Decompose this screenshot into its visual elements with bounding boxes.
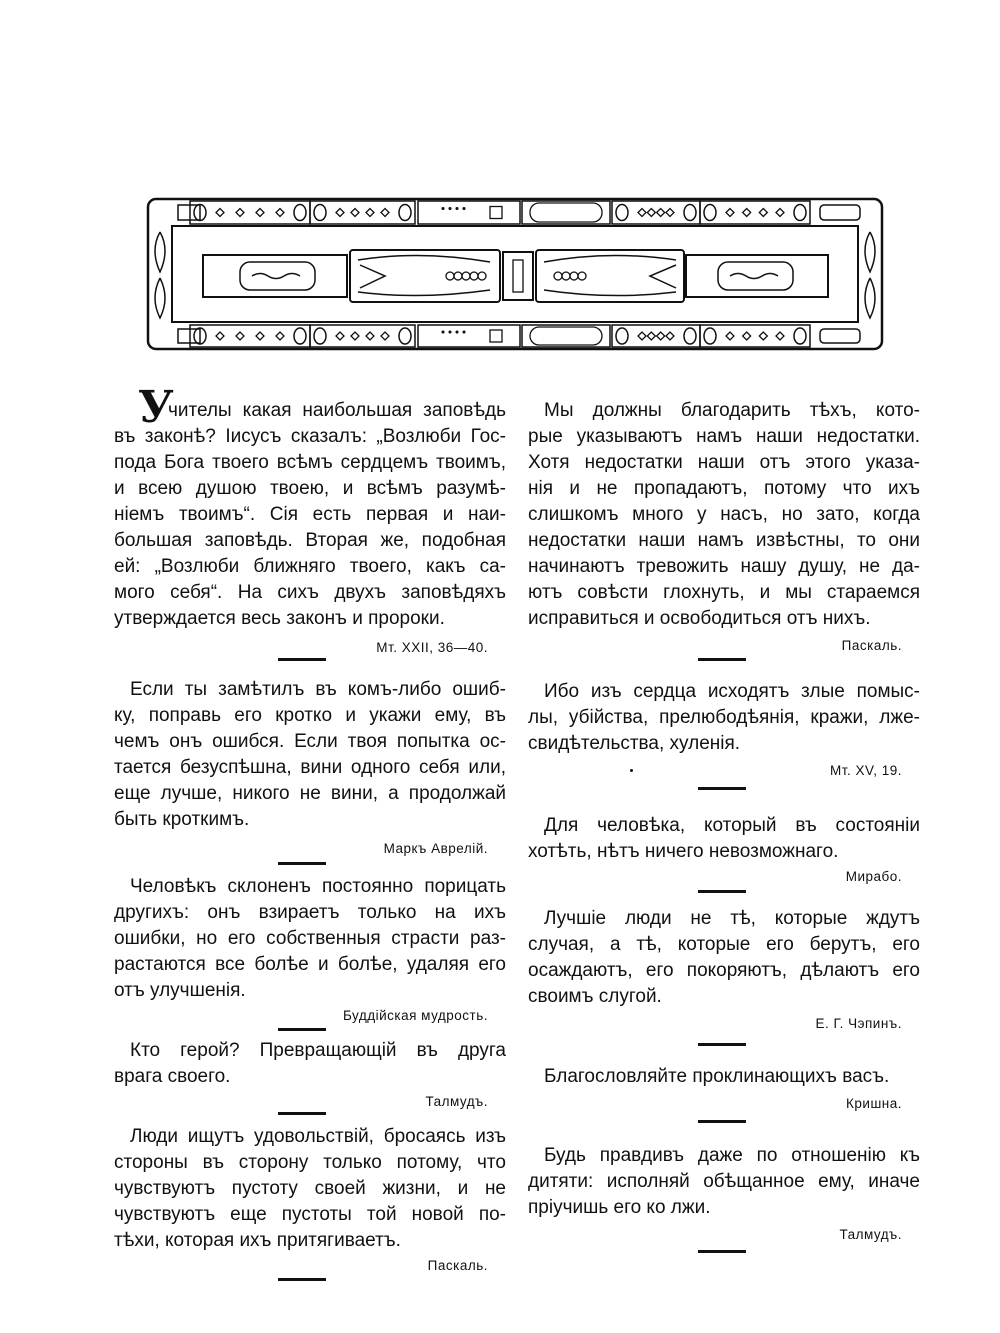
text-line: ніемъ твоимъ“. Сія есть первая и наи- <box>114 504 506 525</box>
drop-cap: У <box>138 382 174 433</box>
section-divider <box>278 862 326 865</box>
ornament-diamond <box>256 209 264 217</box>
ornament-dot <box>449 208 451 210</box>
ornament-oval <box>399 205 411 221</box>
text-line: еще лучше, никого не вини, а продолжай <box>114 783 506 804</box>
ornament-dot <box>442 208 444 210</box>
quote-attribution: Маркъ Аврелій. <box>383 841 488 856</box>
quote-paragraph <box>528 906 920 1010</box>
ornament-diamond <box>638 209 646 217</box>
ornament-diamond <box>657 209 665 217</box>
ornament-rounded-panel <box>530 327 602 345</box>
ornament-side-leaf <box>865 278 875 318</box>
ornament-bead <box>462 272 470 280</box>
ornament-diamond <box>726 209 734 217</box>
text-line: чителы какая наибольшая заповѣдь <box>168 400 506 421</box>
text-line: пода Бога твоего всѣмъ сердцемъ твоимъ, <box>114 452 506 473</box>
ornament-diamond <box>647 332 655 340</box>
ornament-oval <box>314 328 326 344</box>
text-line: утверждается весь законъ и пророки. <box>114 608 445 629</box>
print-speck <box>630 769 633 772</box>
quote-attribution: Мирабо. <box>845 869 902 884</box>
quote-paragraph <box>528 813 920 865</box>
text-line: растаются все болѣе и болѣе, удаляя его <box>114 954 506 975</box>
ornament-square <box>490 207 502 219</box>
text-line: Лучшіе люди не тѣ, которые ждутъ <box>544 908 920 929</box>
ornament-diamond <box>236 332 244 340</box>
ornament-diamond <box>759 209 767 217</box>
ornament-end-cap <box>178 329 200 343</box>
text-line: другихъ: онъ взираетъ только на ихъ <box>114 902 506 923</box>
text-line: чувствуютъ еще пустоты той новой по- <box>114 1204 506 1225</box>
ornament-oval <box>794 328 806 344</box>
ornament-band-segment <box>190 201 310 224</box>
ornament-dot <box>463 208 465 210</box>
section-divider <box>278 1278 326 1281</box>
text-line: пріучишь его ко лжи. <box>528 1197 711 1218</box>
text-line: Хотя недостатки наши отъ этого указа- <box>528 452 920 473</box>
text-line: тѣхи, которая ихъ притягиваетъ. <box>114 1230 401 1251</box>
ornament-band-segment <box>418 201 520 224</box>
quote-attribution: Мт. XV, 19. <box>830 763 902 778</box>
ornament-diamond <box>366 332 374 340</box>
ornament-dot <box>449 331 451 333</box>
quote-paragraph <box>114 677 506 833</box>
ornament-side-leaf <box>155 232 165 272</box>
ornament-bead <box>562 272 570 280</box>
quote-paragraph <box>114 1124 506 1254</box>
text-line: стороны въ сторону только потому, что <box>114 1152 506 1173</box>
ornament-oval <box>399 328 411 344</box>
text-line: ку, поправь его кротко и укажи ему, въ <box>114 705 506 726</box>
text-line: чемъ онъ ошибся. Если твоя попытка ос- <box>114 731 506 752</box>
ornament-diamond <box>336 332 344 340</box>
quote-paragraph <box>528 398 920 632</box>
ornament-diamond <box>236 209 244 217</box>
ornament-side-leaf <box>155 278 165 318</box>
text-line: Человѣкъ склоненъ постоянно порицать <box>130 876 506 897</box>
quote-paragraph <box>528 1064 920 1090</box>
ornament-oval <box>616 328 628 344</box>
text-line: Кто герой? Превращающій въ друга <box>130 1040 506 1061</box>
ornament-oval <box>314 205 326 221</box>
ornament-oval <box>704 328 716 344</box>
quote-paragraph <box>528 679 920 757</box>
text-line: въ законѣ? Іисусъ сказалъ: „Возлюби Гос- <box>114 426 506 447</box>
text-line: Благословляйте проклинающихъ васъ. <box>544 1066 890 1087</box>
text-line: врага своего. <box>114 1066 231 1087</box>
text-line: чувствуютъ пустоту своей жизни, и не <box>114 1178 506 1199</box>
text-line: и всею душою твоею, и всѣмъ разумѣ- <box>114 478 506 499</box>
ornament-diamond <box>216 332 224 340</box>
text-line: случая, а тѣ, которые его берутъ, его <box>528 934 920 955</box>
ornament-oval <box>704 205 716 221</box>
text-line: своимъ слугой. <box>528 986 662 1007</box>
ornament-dot <box>456 331 458 333</box>
ornament-side-leaf <box>865 232 875 272</box>
text-line: тается безуспѣшна, вини одного себя или, <box>114 757 506 778</box>
ornament-diamond <box>666 209 674 217</box>
text-line: осаждаютъ, его покоряютъ, дѣлаютъ его <box>528 960 920 981</box>
text-line: ей: „Возлюби ближняго твоего, какъ са- <box>114 556 506 577</box>
ornament-wave <box>730 274 778 279</box>
ornament-square <box>490 330 502 342</box>
quote-attribution: Буддійская мудрость. <box>342 1008 488 1023</box>
ornament-diamond <box>726 332 734 340</box>
ornament-diamond <box>657 332 665 340</box>
ornament-diamond <box>276 332 284 340</box>
text-line: Мы должны благодарить тѣхъ, кото- <box>544 400 920 421</box>
ornament-diamond <box>366 209 374 217</box>
section-divider <box>698 787 746 790</box>
ornament-diamond <box>776 209 784 217</box>
ornament-diamond <box>776 332 784 340</box>
ornament-oval <box>684 205 696 221</box>
section-divider <box>698 1120 746 1123</box>
text-line: большая заповѣдь. Вторая же, подобная <box>114 530 506 551</box>
ornament-diamond <box>647 209 655 217</box>
ornament-dot <box>463 331 465 333</box>
ornament-dot <box>456 208 458 210</box>
ornament-diamond <box>276 209 284 217</box>
ornament-bead <box>454 272 462 280</box>
ornament-diamond <box>336 209 344 217</box>
text-line: нія и не пропадаютъ, потому что ихъ <box>528 478 920 499</box>
ornament-diamond <box>666 332 674 340</box>
ornament-oval <box>294 328 306 344</box>
ornament-center-inner <box>240 262 315 290</box>
text-line: быть кроткимъ. <box>114 809 250 830</box>
text-line: Если ты замѣтилъ въ комъ-либо ошиб- <box>130 679 506 700</box>
ornament-bead <box>478 272 486 280</box>
ornament-diamond <box>351 332 359 340</box>
text-line: свидѣтельства, хуленія. <box>528 733 741 754</box>
ornament-diamond <box>381 209 389 217</box>
ornament-oval <box>294 205 306 221</box>
decorative-header-border-icon <box>0 0 1000 380</box>
quote-attribution: Паскаль. <box>427 1258 488 1273</box>
ornament-wave <box>252 274 300 279</box>
ornament-center-inner <box>718 262 793 290</box>
ornament-diamond <box>638 332 646 340</box>
quote-paragraph <box>114 1038 506 1090</box>
ornament-diamond <box>216 209 224 217</box>
ornament-center-bar <box>513 260 523 292</box>
ornament-bead <box>446 272 454 280</box>
ornament-diamond <box>743 209 751 217</box>
quote-attribution: Е. Г. Чэпинъ. <box>815 1016 902 1031</box>
ornament-bead <box>554 272 562 280</box>
quote-attribution: Талмудъ. <box>425 1094 488 1109</box>
ornament-end-cap <box>178 205 200 220</box>
ornament-diamond <box>256 332 264 340</box>
text-line: хотѣть, нѣтъ ничего невозможнаго. <box>528 841 839 862</box>
text-line: ютъ совѣсти глохнуть, и мы стараемся <box>528 582 920 603</box>
text-line: мого себя“. На сихъ двухъ заповѣдяхъ <box>114 582 506 603</box>
ornament-oval <box>684 328 696 344</box>
ornament-diamond <box>743 332 751 340</box>
ornament-inner-frame <box>172 226 858 322</box>
text-line: Люди ищутъ удовольствій, бросаясь изъ <box>130 1126 506 1147</box>
text-line: ошибки, но его собственныя страсти раз- <box>114 928 506 949</box>
ornament-band-segment <box>418 325 520 347</box>
ornament-oval <box>794 205 806 221</box>
text-line: дитяти: исполняй обѣщанное ему, иначе <box>528 1171 920 1192</box>
text-line: лы, убійства, прелюбодѣянія, кражи, лже- <box>528 707 920 728</box>
ornament-end-cap <box>820 205 860 220</box>
quote-paragraph <box>114 874 506 1004</box>
quote-paragraph <box>528 1143 920 1221</box>
section-divider <box>278 658 326 661</box>
ornament-end-cap <box>820 329 860 343</box>
ornament-oval <box>616 205 628 221</box>
ornament-bead <box>570 272 578 280</box>
ornament-swoosh <box>544 255 676 295</box>
text-line: Ибо изъ сердца исходятъ злые помыс- <box>544 681 920 702</box>
ornament-diamond <box>351 209 359 217</box>
quote-attribution: Кришна. <box>846 1096 902 1111</box>
ornament-rounded-panel <box>530 203 602 222</box>
quote-attribution: Мт. XXII, 36—40. <box>376 640 488 655</box>
ornament-bead <box>578 272 586 280</box>
ornament-center-block <box>503 252 533 300</box>
section-divider <box>698 658 746 661</box>
section-divider <box>698 1043 746 1046</box>
text-line: Будь правдивъ даже по отношенію къ <box>544 1145 920 1166</box>
text-line: исправиться и освободиться отъ нихъ. <box>528 608 871 629</box>
text-line: рые указываютъ намъ наши недостатки. <box>528 426 920 447</box>
text-line: недостатки наши намъ извѣстны, то они <box>528 530 920 551</box>
text-line: отъ улучшенія. <box>114 980 246 1001</box>
section-divider <box>278 1112 326 1115</box>
ornament-diamond <box>381 332 389 340</box>
section-divider <box>698 890 746 893</box>
text-line: начинаютъ тревожить нашу душу, не да- <box>528 556 920 577</box>
quote-paragraph <box>114 382 506 632</box>
text-line: Для человѣка, который въ состояніи <box>544 815 920 836</box>
section-divider <box>698 1250 746 1253</box>
ornament-dot <box>442 331 444 333</box>
ornament-bead <box>470 272 478 280</box>
section-divider <box>278 1028 326 1031</box>
quote-attribution: Паскаль. <box>841 638 902 653</box>
quote-attribution: Талмудъ. <box>839 1227 902 1242</box>
ornament-diamond <box>759 332 767 340</box>
text-line: слишкомъ много у насъ, но зато, когда <box>528 504 920 525</box>
ornament-band-segment <box>190 325 310 347</box>
